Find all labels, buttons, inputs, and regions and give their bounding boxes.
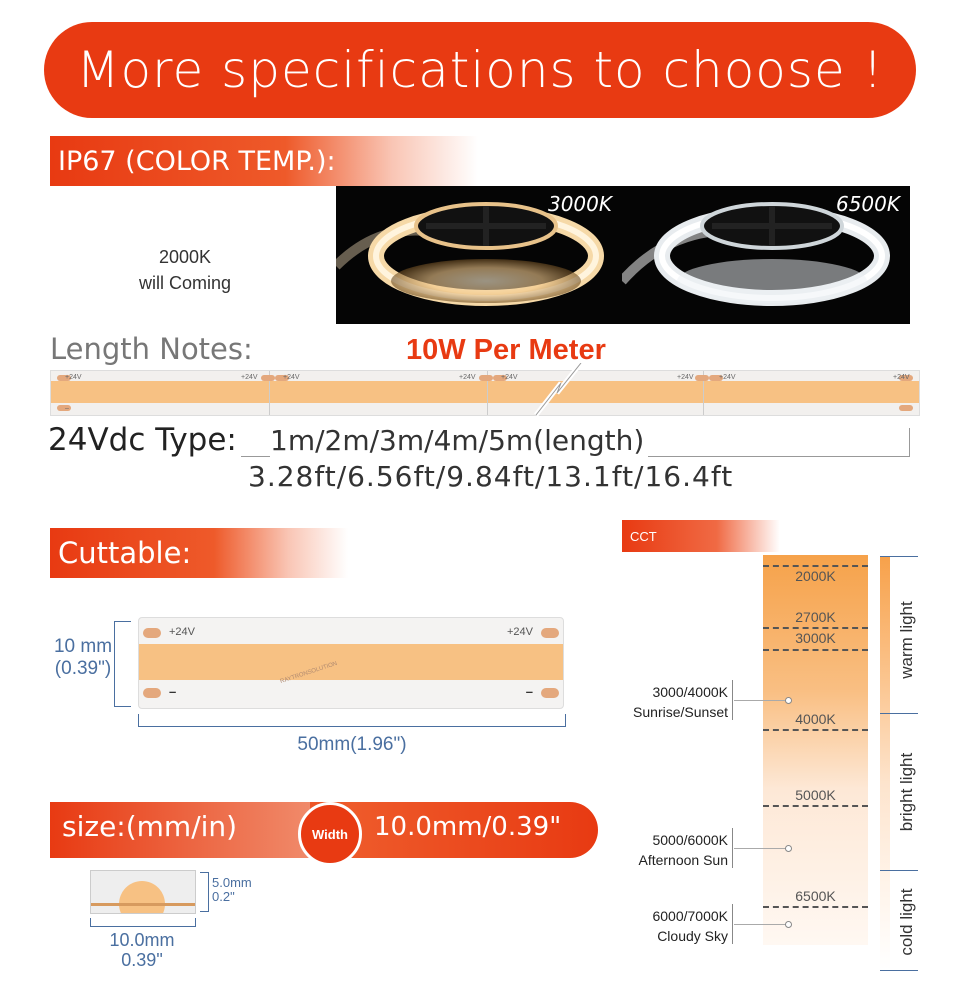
- size-heading: size:(mm/in): [62, 810, 238, 843]
- solder-pad: [541, 628, 559, 638]
- coming-note: [110, 244, 260, 296]
- cct-note-range: 6000/7000K: [652, 908, 728, 924]
- width-in: 0.39": [121, 950, 163, 970]
- cct-divider: [763, 906, 868, 908]
- solder-pad: [143, 688, 161, 698]
- strip-minus-label: –: [65, 405, 69, 412]
- cct-note-label: Afternoon Sun: [638, 852, 728, 868]
- power-label: 10W Per Meter: [406, 334, 606, 366]
- cct-pointer-dot: [785, 697, 792, 704]
- strip-pad: [695, 375, 709, 381]
- cut-height-in: (0.39"): [54, 658, 112, 679]
- banner-title: More specifications to choose !: [76, 41, 884, 99]
- cct-note-range: 3000/4000K: [652, 684, 728, 700]
- cut-length-dimension: 50mm(1.96"): [297, 734, 407, 755]
- cut-length-bracket: [138, 714, 566, 727]
- cct-band-mark: [880, 556, 918, 557]
- watermark: RAYTRONSOLUTION: [279, 660, 339, 686]
- cool-strip-photo: [622, 186, 910, 324]
- coming-temp: 2000K: [158, 247, 212, 267]
- lengths-metric: 1m/2m/3m/4m/5m(length): [270, 424, 648, 457]
- strip-plus-label: +24V: [65, 374, 82, 381]
- cct-note-label: Cloudy Sky: [657, 928, 728, 944]
- width-mm: 10.0mm: [109, 930, 175, 950]
- strip-led-band: [51, 381, 919, 403]
- width-badge-label: Width: [312, 826, 348, 842]
- strip-pad: [479, 375, 493, 381]
- strip-plus-label: +24V: [677, 374, 694, 381]
- thickness-bracket: [200, 872, 209, 912]
- warm-strip-photo: [336, 186, 622, 324]
- cct-pointer: [734, 924, 786, 925]
- band-cold-light: cold light: [897, 888, 916, 956]
- cct-divider: [763, 729, 868, 731]
- cct-note-afternoon: [600, 830, 728, 870]
- cuttable-heading-bar: [50, 528, 348, 578]
- cct-pointer: [734, 700, 786, 701]
- cct-band-mark: [880, 870, 918, 871]
- cct-tick-5000k: 5000K: [795, 787, 836, 803]
- cct-tick-2700k: 2700K: [795, 609, 836, 625]
- cct-note-divider: [732, 828, 733, 868]
- thickness-mm: 5.0mm: [212, 875, 252, 890]
- break-mark: [531, 363, 591, 419]
- cut-height-bracket: [114, 621, 131, 707]
- strip-plus-label: +24V: [241, 374, 258, 381]
- cct-note-sunrise: [600, 682, 728, 722]
- cct-tick-2000k: 2000K: [795, 568, 836, 584]
- cct-note-cloudy: [600, 906, 728, 946]
- cuttable-strip: [138, 617, 564, 709]
- cct-tick-6500k: 6500K: [795, 888, 836, 904]
- profile-pcb: [91, 903, 195, 906]
- strip-plus-label: +24V: [283, 374, 300, 381]
- strip-plus-label: +24V: [459, 374, 476, 381]
- cct-scale: [763, 555, 868, 945]
- cct-band-gradient: [880, 556, 890, 970]
- cct-note-range: 5000/6000K: [652, 832, 728, 848]
- strip-plus-label: +24V: [893, 374, 910, 381]
- color-temp-heading-bar: [50, 136, 478, 186]
- band-bright-light: bright light: [897, 752, 916, 832]
- thickness-dimension: [212, 876, 252, 904]
- cct-note-divider: [732, 904, 733, 944]
- cct-pointer: [734, 848, 786, 849]
- voltage-type-label: 24Vdc Type:: [48, 422, 241, 458]
- size-value: 10.0mm/0.39": [374, 812, 562, 842]
- cct-divider: [763, 649, 868, 651]
- strip-plus-label: +24V: [501, 374, 518, 381]
- profile-led: [119, 881, 165, 914]
- width-badge: [298, 802, 362, 866]
- coming-text: will Coming: [138, 273, 232, 293]
- solder-pad: [143, 628, 161, 638]
- cct-note-divider: [732, 680, 733, 720]
- cct-tick-3000k: 3000K: [795, 630, 836, 646]
- cct-heading: CCT: [630, 528, 657, 544]
- cct-tick-4000k: 4000K: [795, 711, 836, 727]
- cct-pointer-dot: [785, 921, 792, 928]
- plus-label-right: +24V: [507, 626, 533, 638]
- strip-plus-label: +24V: [719, 374, 736, 381]
- cct-divider: [763, 565, 868, 567]
- minus-label-left: –: [169, 684, 177, 699]
- strip-pad: [261, 375, 275, 381]
- cct-pointer-dot: [785, 845, 792, 852]
- thickness-in: 0.2": [212, 889, 235, 904]
- cct-note-label: Sunrise/Sunset: [633, 704, 728, 720]
- color-temp-heading: IP67 (COLOR TEMP.):: [58, 145, 336, 177]
- band-warm-light: warm light: [897, 601, 916, 679]
- width-dimension: [80, 930, 204, 970]
- lengths-imperial: 3.28ft/6.56ft/9.84ft/13.1ft/16.4ft: [248, 460, 734, 493]
- cuttable-heading: Cuttable:: [58, 536, 192, 570]
- cct-band-mark: [880, 713, 918, 714]
- profile-cross-section: [90, 870, 196, 914]
- solder-pad: [541, 688, 559, 698]
- width-bracket: [90, 918, 196, 927]
- cct-divider: [763, 805, 868, 807]
- main-banner: [44, 22, 916, 118]
- cut-height-mm: 10 mm: [53, 636, 113, 657]
- warm-photo-label: 3000K: [547, 192, 612, 216]
- strip-pad: [899, 405, 913, 411]
- cct-heading-bar: [622, 520, 780, 552]
- cuttable-led-band: [139, 644, 563, 680]
- cool-photo-label: 6500K: [835, 192, 900, 216]
- length-strip: [50, 370, 920, 416]
- minus-label-right: –: [525, 684, 533, 699]
- plus-label-left: +24V: [169, 626, 195, 638]
- cct-divider: [763, 627, 868, 629]
- length-heading: Length Notes:: [50, 332, 253, 366]
